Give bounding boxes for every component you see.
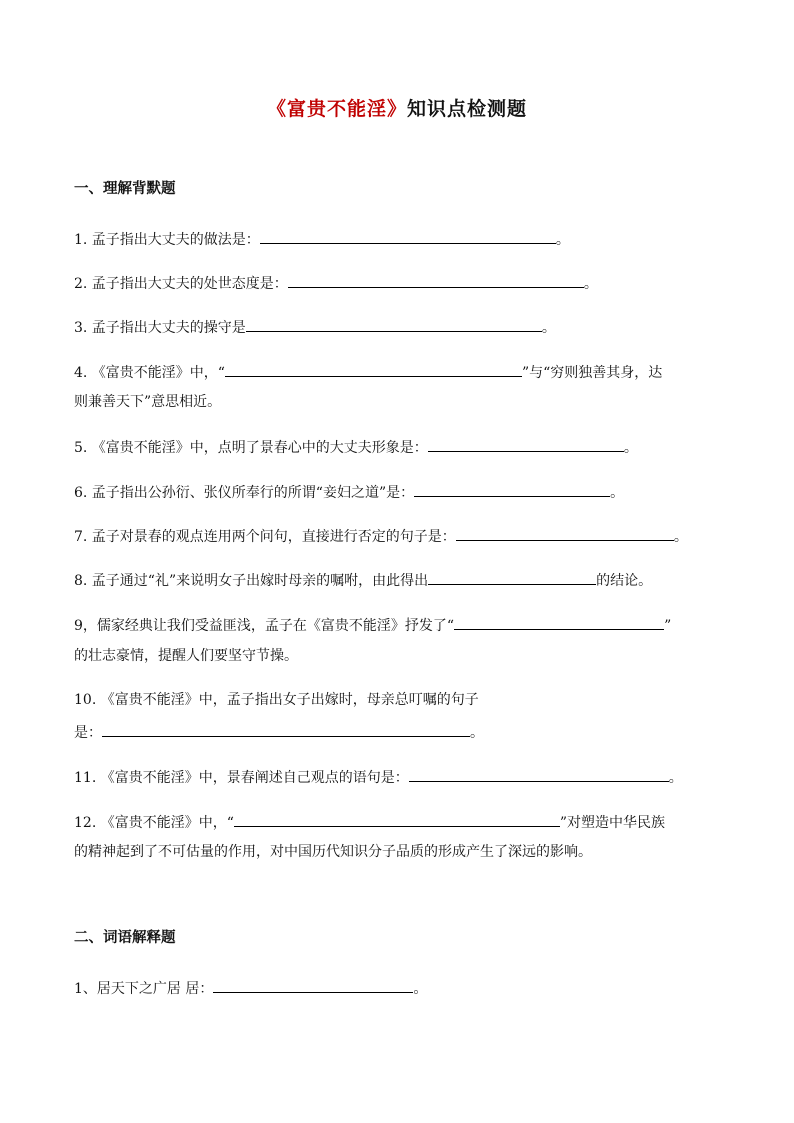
vocab-question-1 bbox=[74, 977, 427, 999]
question-10-text: 是： bbox=[74, 725, 102, 741]
vocab-question-1-text: 1、居天下之广居 居： bbox=[74, 981, 214, 997]
answer-blank-2[interactable] bbox=[288, 272, 584, 288]
question-2-text: 2. 孟子指出大丈夫的处世态度是： bbox=[74, 276, 288, 292]
answer-blank-3[interactable] bbox=[246, 316, 542, 332]
question-8-text: 8. 孟子通过“礼”来说明女子出嫁时母亲的嘱咐，由此得出 bbox=[74, 573, 429, 589]
answer-blank-7[interactable] bbox=[456, 525, 674, 541]
section-heading-vocabulary: 二、词语解释题 bbox=[74, 930, 176, 946]
answer-blank-5[interactable] bbox=[428, 436, 624, 452]
question-9-end: ” bbox=[664, 618, 672, 634]
question-1 bbox=[74, 228, 570, 250]
question-11-end: 。 bbox=[668, 770, 683, 786]
page-title bbox=[0, 94, 794, 121]
question-5-text: 5. 《富贵不能淫》中，点明了景春心中的大丈夫形象是： bbox=[74, 440, 428, 456]
question-7 bbox=[74, 525, 688, 547]
title-suffix: 知识点检测题 bbox=[407, 98, 528, 120]
question-12-line-2: 的精神起到了不可估量的作用，对中国历代知识分子品质的形成产生了深远的影响。 bbox=[74, 844, 592, 860]
answer-blank-9[interactable] bbox=[454, 614, 664, 630]
question-7-text: 7. 孟子对景春的观点连用两个问句，直接进行否定的句子是： bbox=[74, 529, 456, 545]
question-3-text: 3. 孟子指出大丈夫的操守是 bbox=[74, 320, 246, 336]
vocab-question-1-end: 。 bbox=[413, 981, 428, 997]
question-3-end: 。 bbox=[541, 320, 556, 336]
question-10 bbox=[74, 721, 484, 743]
question-9-text: 9，儒家经典让我们受益匪浅，孟子在《富贵不能淫》抒发了“ bbox=[74, 618, 455, 634]
question-9 bbox=[74, 614, 671, 636]
vocab-answer-blank-1[interactable] bbox=[213, 977, 413, 993]
question-5 bbox=[74, 436, 638, 458]
question-4-end: ”与“穷则独善其身，达 bbox=[521, 365, 663, 381]
answer-blank-8[interactable] bbox=[428, 569, 596, 585]
question-8-end: 的结论。 bbox=[596, 573, 653, 589]
question-8 bbox=[74, 569, 652, 591]
question-12-end: ”对塑造中华民族 bbox=[559, 815, 666, 831]
question-12 bbox=[74, 811, 665, 833]
question-2 bbox=[74, 272, 598, 294]
answer-blank-1[interactable] bbox=[260, 228, 556, 244]
question-6 bbox=[74, 481, 624, 503]
question-4-line-2: 则兼善天下”意思相近。 bbox=[74, 394, 222, 410]
answer-blank-6[interactable] bbox=[414, 481, 610, 497]
answer-blank-4[interactable] bbox=[225, 361, 522, 377]
section-heading-recitation: 一、理解背默题 bbox=[74, 181, 176, 197]
question-4-text: 4. 《富贵不能淫》中，“ bbox=[74, 365, 225, 381]
answer-blank-10[interactable] bbox=[102, 721, 470, 737]
question-3 bbox=[74, 316, 556, 338]
question-1-text: 1. 孟子指出大丈夫的做法是： bbox=[74, 232, 260, 248]
question-10-line-1: 10. 《富贵不能淫》中，孟子指出女子出嫁时，母亲总叮嘱的句子 bbox=[74, 692, 479, 708]
question-2-end: 。 bbox=[583, 276, 598, 292]
title-book-name: 《富贵不能淫》 bbox=[266, 98, 407, 120]
question-11-text: 11. 《富贵不能淫》中，景春阐述自己观点的语句是： bbox=[74, 770, 409, 786]
question-6-end: 。 bbox=[610, 485, 625, 501]
question-7-end: 。 bbox=[673, 529, 688, 545]
answer-blank-11[interactable] bbox=[409, 766, 669, 782]
answer-blank-12[interactable] bbox=[234, 811, 560, 827]
question-11 bbox=[74, 766, 683, 788]
question-12-text: 12. 《富贵不能淫》中，“ bbox=[74, 815, 234, 831]
question-10-end: 。 bbox=[470, 725, 484, 741]
question-6-text: 6. 孟子指出公孙衍、张仪所奉行的所谓“妾妇之道”是： bbox=[74, 485, 415, 501]
question-5-end: 。 bbox=[623, 440, 638, 456]
question-9-line-2: 的壮志豪情，提醒人们要坚守节操。 bbox=[74, 648, 298, 664]
question-1-end: 。 bbox=[555, 232, 570, 248]
question-4 bbox=[74, 361, 662, 383]
